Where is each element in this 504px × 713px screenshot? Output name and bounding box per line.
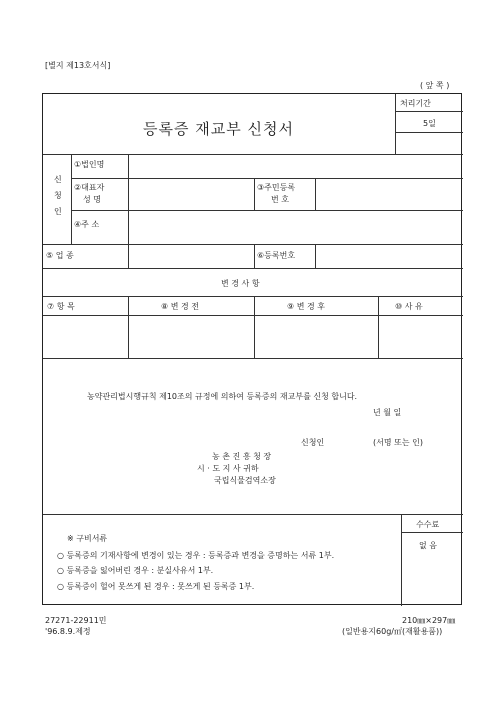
divider xyxy=(128,154,129,244)
statement-text: 농약관리법시행규칙 제10조의 규정에 의하여 등록증의 재교부를 신청 합니다. xyxy=(87,392,358,401)
divider xyxy=(254,296,255,358)
footer-size: 210㎜×297㎜ xyxy=(402,616,456,625)
divider xyxy=(128,296,129,358)
applicant-label-3: 인 xyxy=(54,207,62,216)
col-before: ⑧ 변 경 전 xyxy=(161,302,199,311)
footer-paper: (일반용지60g/㎡(재활용품)) xyxy=(342,627,443,636)
divider xyxy=(254,178,255,210)
fee-label: 수수료 xyxy=(416,520,440,529)
divider xyxy=(71,210,463,211)
recipient-1: 농 촌 진 흥 청 장 xyxy=(212,452,272,461)
document-item-3: ○ 등록증이 헐어 못쓰게 된 경우 : 못쓰게 된 등록증 1부. xyxy=(57,582,255,591)
recipient-3: 국립식물검역소장 xyxy=(214,476,276,485)
divider xyxy=(401,514,402,606)
col-reason: ⑩ 사 유 xyxy=(395,302,423,311)
fee-value: 없 음 xyxy=(419,541,437,550)
divider xyxy=(315,244,316,268)
divider xyxy=(43,514,463,515)
resident-no-label-1: ③주민등록 xyxy=(257,183,296,192)
form-title: 등록증 재교부 신청서 xyxy=(143,120,294,138)
document-item-2: ○ 등록증을 잃어버린 경우 : 분실사유서 1부. xyxy=(57,566,214,575)
applicant-label-1: 신 xyxy=(54,175,62,184)
divider xyxy=(43,296,463,297)
col-after: ⑨ 변 경 후 xyxy=(287,302,325,311)
footer-date: '96.8.9.제정 xyxy=(45,627,91,636)
divider xyxy=(43,268,463,269)
business-type-label: ⑤ 업 종 xyxy=(46,251,74,260)
address-label: ④주 소 xyxy=(74,220,100,229)
resident-no-label-2: 번 호 xyxy=(271,195,289,204)
form-label: [별지 제13호서식] xyxy=(45,61,111,70)
document-item-1: ○ 등록증의 기재사항에 변경이 있는 경우 : 등록증과 변경을 증명하는 서류 1부. xyxy=(57,551,335,560)
recipient-2: 시 · 도 지 사 귀하 xyxy=(197,464,259,473)
divider xyxy=(401,532,463,533)
divider xyxy=(43,154,463,155)
statement-date: 년 월 일 xyxy=(373,408,402,417)
rep-label-1: ②대표자 xyxy=(74,183,105,192)
processing-label: 처리기간 xyxy=(400,99,431,108)
divider xyxy=(254,244,255,268)
corp-name-label: ①법인명 xyxy=(74,160,105,169)
col-item: ⑦ 항 목 xyxy=(47,302,75,311)
processing-value: 5일 xyxy=(423,119,436,128)
divider xyxy=(395,132,463,133)
signature-label: (서명 또는 인) xyxy=(373,438,423,447)
footer-code: 27271-22911민 xyxy=(45,616,107,625)
divider xyxy=(71,178,463,179)
rep-label-2: 성 명 xyxy=(83,195,101,204)
applicant-label-2: 청 xyxy=(54,191,62,200)
divider xyxy=(43,315,463,316)
form-frame xyxy=(42,93,462,605)
divider xyxy=(395,94,396,154)
reg-no-label: ⑥등록번호 xyxy=(257,251,296,260)
divider xyxy=(43,244,463,245)
side-label: ( 앞 쪽 ) xyxy=(420,81,450,90)
divider xyxy=(395,111,463,112)
divider xyxy=(315,178,316,210)
changes-section-title: 변 경 사 항 xyxy=(221,279,260,288)
applicant-sign-label: 신청인 xyxy=(301,438,325,447)
documents-header: ※ 구비서류 xyxy=(67,534,108,543)
divider xyxy=(71,154,72,244)
divider xyxy=(128,244,129,268)
divider xyxy=(43,358,463,359)
divider xyxy=(378,296,379,358)
